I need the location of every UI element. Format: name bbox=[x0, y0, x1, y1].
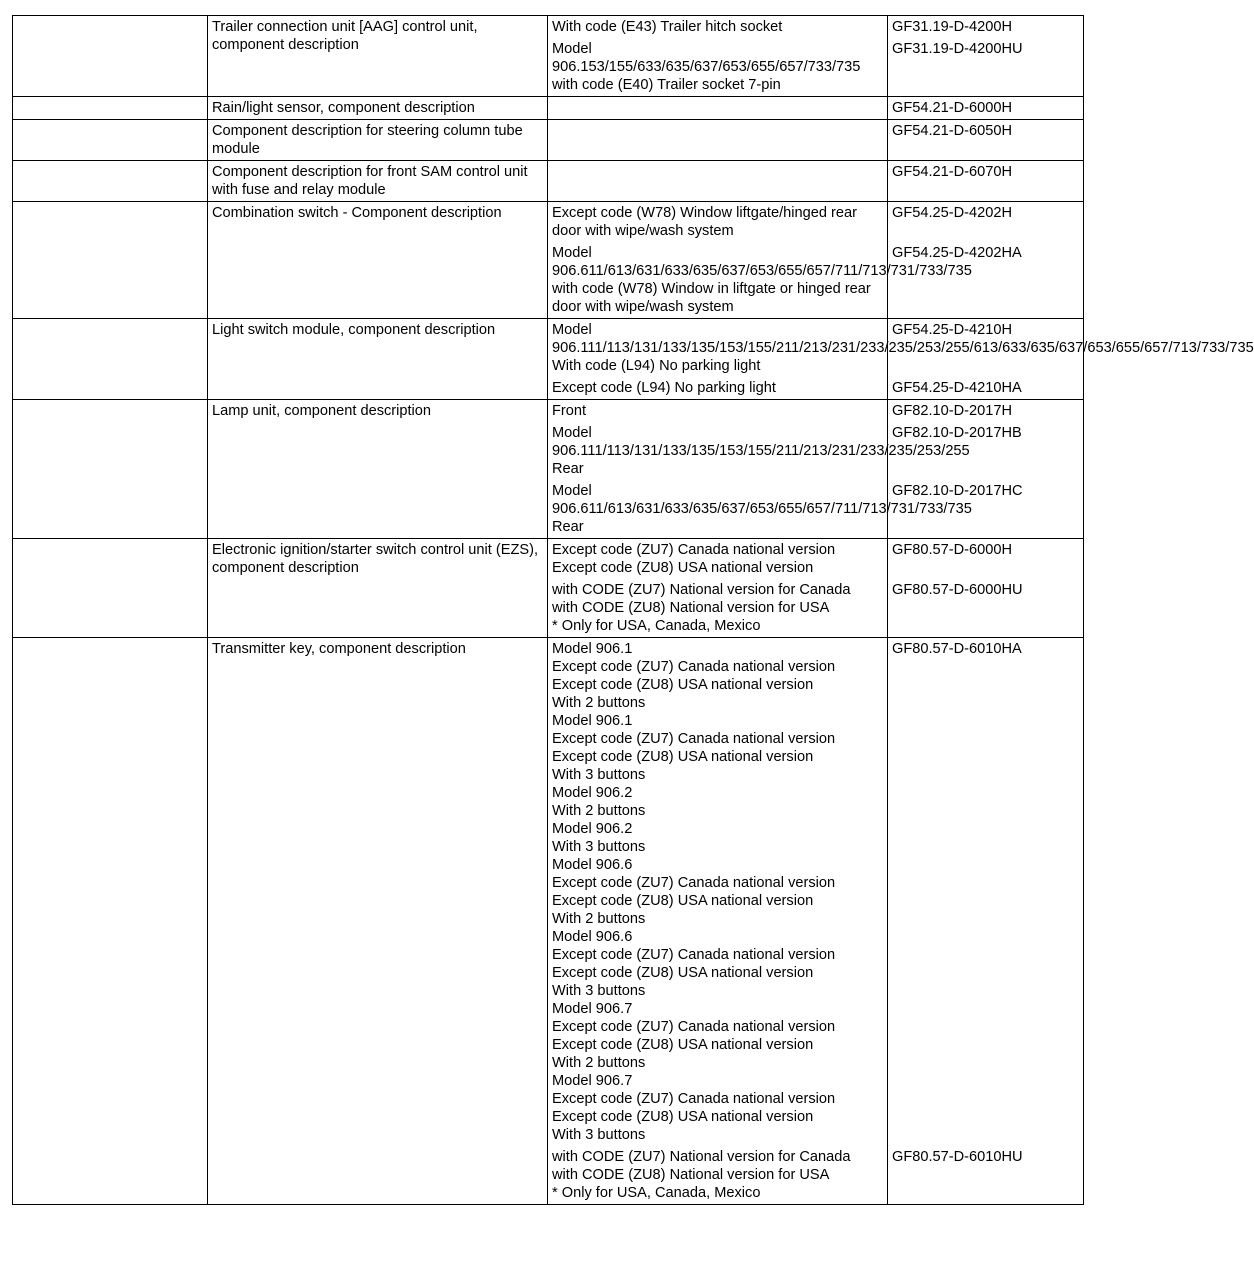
condition-line bbox=[552, 163, 884, 181]
condition-line bbox=[552, 122, 884, 140]
component-name: Lamp unit, component description bbox=[208, 400, 548, 539]
component-name: Electronic ignition/starter switch control unit (EZS), component description bbox=[208, 539, 548, 638]
condition-line: Except code (ZU7) Canada national version bbox=[552, 1019, 836, 1035]
document-code: GF31.19-D-4200H bbox=[892, 19, 1013, 35]
condition-line: Except code (ZU8) USA national version bbox=[552, 749, 814, 765]
condition-line: Except code (ZU8) USA national version bbox=[552, 677, 814, 693]
condition-line: With 3 buttons bbox=[552, 839, 646, 855]
empty-cell bbox=[13, 202, 208, 319]
document-code-cell bbox=[888, 97, 1084, 120]
condition-block bbox=[552, 204, 884, 240]
condition-cell bbox=[548, 539, 888, 638]
empty-cell bbox=[13, 161, 208, 202]
condition-line: Model 906.1 bbox=[552, 641, 633, 657]
document-code: GF54.21-D-6070H bbox=[892, 164, 1013, 180]
table-body bbox=[13, 16, 1254, 1205]
component-name: Rain/light sensor, component description bbox=[208, 97, 548, 120]
condition-cell bbox=[548, 16, 888, 97]
condition-line: With 3 buttons bbox=[552, 1127, 646, 1143]
empty-cell bbox=[13, 319, 208, 400]
document-code-cell bbox=[888, 202, 1084, 319]
empty-cell bbox=[13, 16, 208, 97]
condition-line: with CODE (ZU7) National version for Canada bbox=[552, 1149, 851, 1165]
document-code: GF54.21-D-6050H bbox=[892, 123, 1013, 139]
table-row bbox=[13, 16, 1084, 97]
condition-line: Model 906.2 bbox=[552, 785, 633, 801]
condition-line: Model 906.7 bbox=[552, 1073, 633, 1089]
condition-line: Model 906.6 bbox=[552, 857, 633, 873]
condition-line: Rear bbox=[552, 461, 584, 477]
condition-block bbox=[552, 541, 884, 577]
condition-block bbox=[552, 122, 884, 140]
condition-line: Model 906.7 bbox=[552, 1001, 633, 1017]
empty-cell bbox=[13, 400, 208, 539]
document-code-cell bbox=[888, 319, 1084, 400]
component-name: Trailer connection unit [AAG] control unit, component description bbox=[208, 16, 548, 97]
condition-line: Except code (ZU8) USA national version bbox=[552, 1037, 814, 1053]
condition-line: Except code (W78) Window liftgate/hinged rear door with wipe/wash system bbox=[552, 205, 857, 239]
condition-line: Except code (ZU8) USA national version bbox=[552, 965, 814, 981]
component-name: Component description for steering column tube module bbox=[208, 120, 548, 161]
document-code-cell bbox=[888, 161, 1084, 202]
document-code: GF80.57-D-6010HA bbox=[892, 641, 1022, 657]
empty-cell bbox=[13, 97, 208, 120]
condition-line: With 3 buttons bbox=[552, 767, 646, 783]
document-code: GF80.57-D-6000HU bbox=[892, 582, 1023, 598]
document-code-cell bbox=[888, 16, 1084, 97]
document-code: GF54.21-D-6000H bbox=[892, 100, 1013, 116]
condition-line: Except code (ZU7) Canada national version bbox=[552, 947, 836, 963]
condition-block bbox=[552, 1148, 884, 1202]
condition-line: With code (E43) Trailer hitch socket bbox=[552, 19, 783, 35]
condition-line: With 2 buttons bbox=[552, 911, 646, 927]
condition-line: * Only for USA, Canada, Mexico bbox=[552, 618, 761, 634]
table-row bbox=[13, 97, 1084, 120]
condition-line: * Only for USA, Canada, Mexico bbox=[552, 1185, 761, 1201]
condition-line: With 2 buttons bbox=[552, 695, 646, 711]
condition-line: Model 906.1 bbox=[552, 713, 633, 729]
table-row bbox=[13, 161, 1084, 202]
condition-line: Model 906.153/155/633/635/637/653/655/657/733/735 with code (E40) Trailer socket 7-pin bbox=[552, 41, 861, 93]
empty-cell bbox=[13, 539, 208, 638]
document-code: GF54.25-D-4202HA bbox=[892, 245, 1022, 261]
empty-cell bbox=[13, 120, 208, 161]
document-code-cell bbox=[888, 539, 1084, 638]
document-code: GF82.10-D-2017HB bbox=[892, 425, 1022, 441]
document-code: GF54.25-D-4202H bbox=[892, 205, 1013, 221]
condition-block bbox=[552, 18, 884, 36]
empty-cell bbox=[13, 638, 208, 1205]
table-row bbox=[13, 638, 1084, 1205]
component-name: Transmitter key, component description bbox=[208, 638, 548, 1205]
condition-block bbox=[552, 99, 884, 117]
condition-line: Except code (ZU7) Canada national version bbox=[552, 659, 836, 675]
condition-line: With 2 buttons bbox=[552, 803, 646, 819]
condition-line: Except code (ZU8) USA national version bbox=[552, 560, 814, 576]
condition-line: Model 906.611/613/631/633/635/637/653/655/657/711/713/731/733/735 bbox=[552, 483, 972, 517]
condition-line: with CODE (ZU8) National version for USA bbox=[552, 1167, 830, 1183]
condition-block bbox=[552, 402, 884, 420]
condition-block bbox=[552, 40, 884, 94]
condition-line: Front bbox=[552, 403, 587, 419]
document-code-cell bbox=[888, 400, 1084, 539]
condition-line: Except code (ZU7) Canada national version bbox=[552, 875, 836, 891]
condition-cell bbox=[548, 161, 888, 202]
document-code: GF82.10-D-2017HC bbox=[892, 483, 1023, 499]
condition-line bbox=[552, 99, 884, 117]
condition-line: Except code (ZU7) Canada national version bbox=[552, 731, 836, 747]
condition-line: Model 906.111/113/131/133/135/153/155/211/213/231/233/235/253/255/613/633/635/637/653/655/657/713/733/735 bbox=[552, 322, 1254, 356]
condition-line: with CODE (ZU8) National version for USA bbox=[552, 600, 830, 616]
document-code: GF80.57-D-6000H bbox=[892, 542, 1013, 558]
condition-line: Except code (L94) No parking light bbox=[552, 380, 776, 396]
document-code-cell bbox=[888, 638, 1084, 1205]
document-code: GF54.25-D-4210HA bbox=[892, 380, 1022, 396]
table-row bbox=[13, 400, 1084, 539]
condition-line: With code (L94) No parking light bbox=[552, 358, 761, 374]
condition-line: With 2 buttons bbox=[552, 1055, 646, 1071]
condition-line: Except code (ZU8) USA national version bbox=[552, 893, 814, 909]
table-row bbox=[13, 202, 1084, 319]
condition-line: Model 906.2 bbox=[552, 821, 633, 837]
condition-cell bbox=[548, 120, 888, 161]
document-code: GF54.25-D-4210H bbox=[892, 322, 1013, 338]
condition-line: Model 906.611/613/631/633/635/637/653/655/657/711/713/731/733/735 with code (W78) Window in liftgate or hinged rear door with wipe/wash system bbox=[552, 245, 972, 315]
condition-line: with CODE (ZU7) National version for Canada bbox=[552, 582, 851, 598]
condition-cell bbox=[548, 638, 888, 1205]
component-name: Component description for front SAM control unit with fuse and relay module bbox=[208, 161, 548, 202]
document-code: GF80.57-D-6010HU bbox=[892, 1149, 1023, 1165]
component-name: Light switch module, component description bbox=[208, 319, 548, 400]
condition-block bbox=[552, 581, 884, 635]
condition-block bbox=[552, 640, 884, 1144]
condition-line: Model 906.111/113/131/133/135/153/155/211/213/231/233/235/253/255 bbox=[552, 425, 970, 459]
document-code-cell bbox=[888, 120, 1084, 161]
table-row bbox=[13, 319, 1084, 400]
condition-block bbox=[552, 379, 884, 397]
condition-line: Except code (ZU8) USA national version bbox=[552, 1109, 814, 1125]
condition-line: Except code (ZU7) Canada national version bbox=[552, 1091, 836, 1107]
condition-line: Model 906.6 bbox=[552, 929, 633, 945]
condition-cell bbox=[548, 97, 888, 120]
component-name: Combination switch - Component description bbox=[208, 202, 548, 319]
document-code: GF82.10-D-2017H bbox=[892, 403, 1013, 419]
condition-line: Rear bbox=[552, 519, 584, 535]
table-row bbox=[13, 120, 1084, 161]
document-code: GF31.19-D-4200HU bbox=[892, 41, 1023, 57]
component-table bbox=[12, 15, 1254, 1205]
condition-block bbox=[552, 163, 884, 181]
condition-line: Except code (ZU7) Canada national version bbox=[552, 542, 836, 558]
condition-line: With 3 buttons bbox=[552, 983, 646, 999]
table-row bbox=[13, 539, 1084, 638]
